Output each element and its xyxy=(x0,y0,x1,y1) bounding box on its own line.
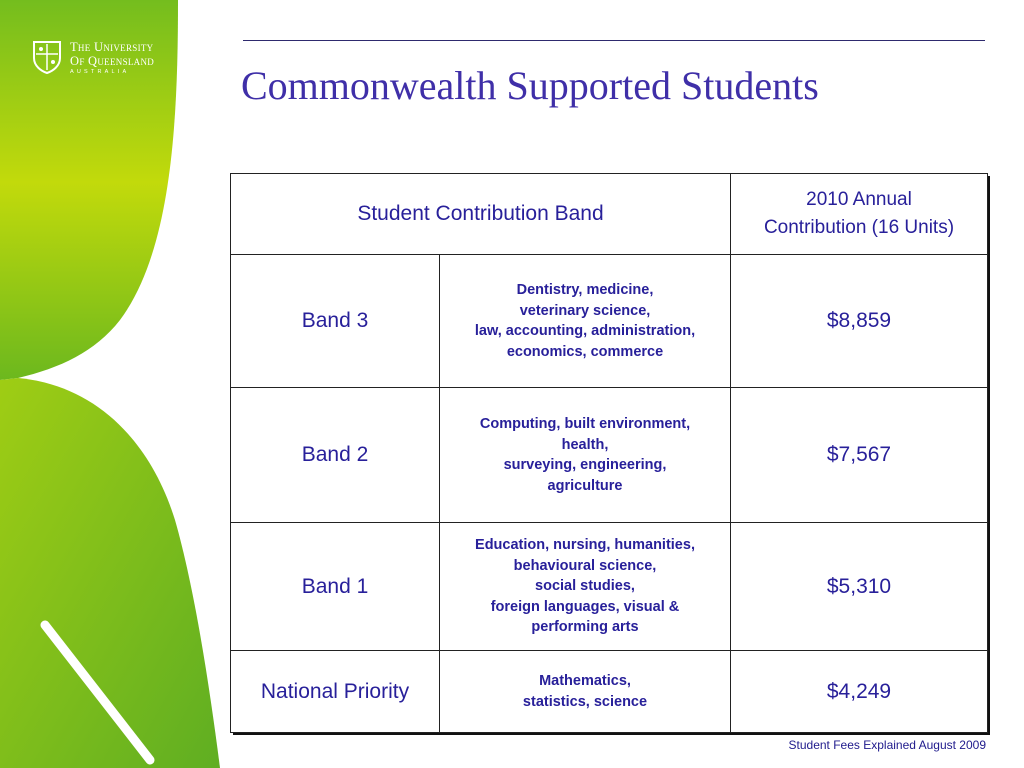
header-contribution-cell xyxy=(731,174,988,255)
discipline-text: economics, commerce xyxy=(506,343,664,360)
header-band-label: Student Contribution Band xyxy=(357,202,604,225)
disciplines-cell xyxy=(440,651,731,733)
discipline-text: Computing, built environment, xyxy=(479,416,691,432)
discipline-text: foreign languages, visual & xyxy=(490,598,680,615)
band-cell xyxy=(231,523,440,651)
amount-value: $8,859 xyxy=(826,309,892,332)
band-label: Band 2 xyxy=(301,443,369,466)
disciplines-cell xyxy=(440,255,731,388)
title-divider xyxy=(243,40,985,41)
table-row xyxy=(231,388,988,523)
amount-cell xyxy=(731,255,988,388)
discipline-text: social studies, xyxy=(535,578,635,595)
discipline-text: behavioural science, xyxy=(513,557,657,574)
logo-text-line3: AUSTRALIA xyxy=(70,69,130,75)
header-contribution-line2: Contribution (16 Units) xyxy=(763,217,955,238)
discipline-text: statistics, science xyxy=(522,693,648,710)
disciplines-cell xyxy=(440,523,731,651)
header-contribution-line1: 2010 Annual xyxy=(806,189,912,210)
slide-title: Commonwealth Supported Students xyxy=(241,63,819,108)
discipline-text: performing arts xyxy=(531,619,639,636)
amount-value: $7,567 xyxy=(826,443,892,466)
band-label: Band 3 xyxy=(301,309,369,332)
university-logo xyxy=(32,40,192,80)
amount-cell xyxy=(731,651,988,733)
discipline-text: Education, nursing, humanities, xyxy=(475,537,695,554)
table-row xyxy=(231,651,988,733)
band-cell xyxy=(231,388,440,523)
amount-value: $4,249 xyxy=(826,679,892,703)
sidebar-green-art xyxy=(0,0,240,768)
table-header-row xyxy=(231,174,988,255)
amount-cell xyxy=(731,388,988,523)
logo-text-line1: The University xyxy=(70,40,154,54)
shield-crest-icon xyxy=(32,40,62,74)
discipline-text: surveying, engineering, xyxy=(503,457,667,473)
amount-cell xyxy=(731,523,988,651)
slide-footer: Student Fees Explained August 2009 xyxy=(788,738,986,752)
table-row xyxy=(231,255,988,388)
discipline-text: veterinary science, xyxy=(519,302,651,319)
discipline-text: agriculture xyxy=(547,477,623,494)
discipline-text: health, xyxy=(561,436,609,453)
table-row xyxy=(231,523,988,651)
header-band-cell xyxy=(231,174,731,255)
contribution-table xyxy=(230,173,988,733)
amount-value: $5,310 xyxy=(826,574,892,598)
disciplines-cell xyxy=(440,388,731,523)
band-label: Band 1 xyxy=(301,574,369,598)
discipline-text: Dentistry, medicine, xyxy=(516,282,654,298)
band-cell xyxy=(231,651,440,733)
band-label: National Priority xyxy=(260,679,410,703)
logo-text-line2: Of Queensland xyxy=(70,54,155,68)
discipline-text: Mathematics, xyxy=(539,673,631,689)
band-cell xyxy=(231,255,440,388)
discipline-text: law, accounting, administration, xyxy=(474,323,696,339)
